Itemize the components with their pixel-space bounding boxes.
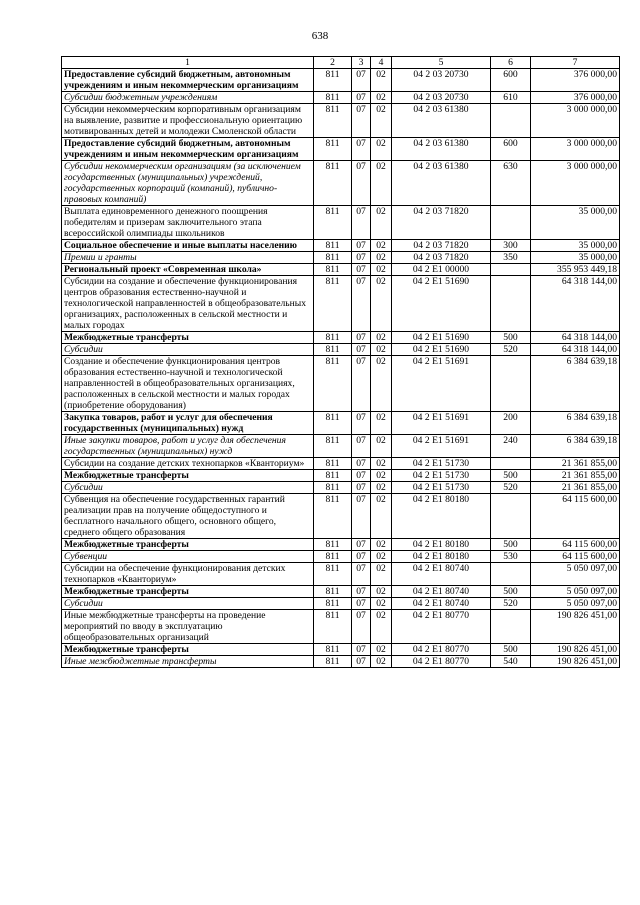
row-expense-type: 610 <box>491 92 531 104</box>
row-name: Межбюджетные трансферты <box>62 644 314 656</box>
row-amount: 190 826 451,00 <box>531 656 620 668</box>
row-expense-type <box>491 494 531 539</box>
row-expense-type: 500 <box>491 539 531 551</box>
row-expense-type <box>491 356 531 412</box>
row-section: 07 <box>352 586 371 598</box>
row-amount: 3 000 000,00 <box>531 104 620 138</box>
row-admin-code: 811 <box>314 92 352 104</box>
row-subsection: 02 <box>371 92 392 104</box>
row-name: Предоставление субсидий бюджетным, автономным учреждениям и иным некоммерческим организациям <box>62 138 314 161</box>
row-subsection: 02 <box>371 104 392 138</box>
row-admin-code: 811 <box>314 435 352 458</box>
row-subsection: 02 <box>371 539 392 551</box>
row-name: Межбюджетные трансферты <box>62 470 314 482</box>
row-expense-type <box>491 264 531 276</box>
row-section: 07 <box>352 264 371 276</box>
row-name: Субсидии на создание детских технопарков «Кванториум» <box>62 458 314 470</box>
table-row <box>62 482 620 494</box>
row-target-article: 04 2 E1 80770 <box>392 610 491 644</box>
row-section: 07 <box>352 240 371 252</box>
row-expense-type: 520 <box>491 598 531 610</box>
row-expense-type: 600 <box>491 138 531 161</box>
row-expense-type: 630 <box>491 161 531 206</box>
row-admin-code: 811 <box>314 332 352 344</box>
row-name: Выплата единовременного денежного поощрения победителям и призерам заключительного этапа всероссийской олимпиады школьников <box>62 206 314 240</box>
row-admin-code: 811 <box>314 240 352 252</box>
row-target-article: 04 2 03 71820 <box>392 206 491 240</box>
row-section: 07 <box>352 252 371 264</box>
table-row <box>62 344 620 356</box>
row-subsection: 02 <box>371 412 392 435</box>
table-row <box>62 458 620 470</box>
row-target-article: 04 2 E1 51730 <box>392 482 491 494</box>
row-expense-type: 350 <box>491 252 531 264</box>
table-row <box>62 356 620 412</box>
row-subsection: 02 <box>371 458 392 470</box>
row-admin-code: 811 <box>314 644 352 656</box>
column-header: 6 <box>491 57 531 69</box>
row-section: 07 <box>352 206 371 240</box>
row-section: 07 <box>352 344 371 356</box>
row-expense-type: 500 <box>491 644 531 656</box>
budget-table <box>61 56 620 668</box>
row-section: 07 <box>352 551 371 563</box>
row-subsection: 02 <box>371 586 392 598</box>
row-name: Иные межбюджетные трансферты <box>62 656 314 668</box>
row-expense-type: 500 <box>491 470 531 482</box>
row-subsection: 02 <box>371 610 392 644</box>
row-admin-code: 811 <box>314 356 352 412</box>
row-expense-type: 240 <box>491 435 531 458</box>
row-expense-type: 300 <box>491 240 531 252</box>
row-admin-code: 811 <box>314 344 352 356</box>
row-target-article: 04 2 E1 51691 <box>392 356 491 412</box>
row-amount: 190 826 451,00 <box>531 610 620 644</box>
column-header: 7 <box>531 57 620 69</box>
row-admin-code: 811 <box>314 598 352 610</box>
row-admin-code: 811 <box>314 276 352 332</box>
row-amount: 64 318 144,00 <box>531 344 620 356</box>
table-row <box>62 656 620 668</box>
row-target-article: 04 2 E1 80180 <box>392 494 491 539</box>
row-name: Субсидии некоммерческим организациям (за исключением государственных (муниципальных) учреждений, государственных корпораций (компаний), публично-правовых компаний) <box>62 161 314 206</box>
row-amount: 64 115 600,00 <box>531 494 620 539</box>
row-name: Премии и гранты <box>62 252 314 264</box>
row-admin-code: 811 <box>314 656 352 668</box>
row-target-article: 04 2 03 71820 <box>392 240 491 252</box>
row-amount: 35 000,00 <box>531 240 620 252</box>
table-row <box>62 252 620 264</box>
row-expense-type: 200 <box>491 412 531 435</box>
table-row <box>62 598 620 610</box>
row-section: 07 <box>352 656 371 668</box>
row-section: 07 <box>352 610 371 644</box>
row-admin-code: 811 <box>314 586 352 598</box>
row-admin-code: 811 <box>314 482 352 494</box>
row-admin-code: 811 <box>314 104 352 138</box>
row-admin-code: 811 <box>314 206 352 240</box>
row-admin-code: 811 <box>314 458 352 470</box>
row-target-article: 04 2 03 71820 <box>392 252 491 264</box>
row-section: 07 <box>352 563 371 586</box>
row-section: 07 <box>352 482 371 494</box>
row-section: 07 <box>352 494 371 539</box>
row-amount: 376 000,00 <box>531 92 620 104</box>
row-name: Субсидии на создание и обеспечение функционирования центров образования естественно-научной и технологической направленностей в общеобразовательных организациях, расположенных в сельской местности и малых городах <box>62 276 314 332</box>
table-row <box>62 412 620 435</box>
row-expense-type: 520 <box>491 482 531 494</box>
row-target-article: 04 2 E1 80770 <box>392 656 491 668</box>
row-subsection: 02 <box>371 356 392 412</box>
row-amount: 21 361 855,00 <box>531 458 620 470</box>
table-row <box>62 435 620 458</box>
table-row <box>62 494 620 539</box>
row-expense-type <box>491 104 531 138</box>
row-section: 07 <box>352 539 371 551</box>
row-target-article: 04 2 E1 51690 <box>392 344 491 356</box>
row-target-article: 04 2 03 61380 <box>392 138 491 161</box>
row-subsection: 02 <box>371 69 392 92</box>
row-subsection: 02 <box>371 276 392 332</box>
row-section: 07 <box>352 332 371 344</box>
table-row <box>62 276 620 332</box>
row-expense-type <box>491 610 531 644</box>
row-subsection: 02 <box>371 240 392 252</box>
row-subsection: 02 <box>371 656 392 668</box>
table-row <box>62 470 620 482</box>
table-row <box>62 332 620 344</box>
row-amount: 190 826 451,00 <box>531 644 620 656</box>
row-subsection: 02 <box>371 644 392 656</box>
column-header: 3 <box>352 57 371 69</box>
row-amount: 5 050 097,00 <box>531 563 620 586</box>
row-amount: 21 361 855,00 <box>531 482 620 494</box>
row-section: 07 <box>352 644 371 656</box>
row-expense-type <box>491 563 531 586</box>
row-target-article: 04 2 E1 80740 <box>392 598 491 610</box>
row-amount: 64 115 600,00 <box>531 539 620 551</box>
row-section: 07 <box>352 69 371 92</box>
row-subsection: 02 <box>371 470 392 482</box>
row-name: Субвенция на обеспечение государственных гарантий реализации прав на получение общедоступного и бесплатного начального общего, основного общего, среднего общего образования <box>62 494 314 539</box>
column-header: 5 <box>392 57 491 69</box>
row-section: 07 <box>352 435 371 458</box>
row-expense-type: 600 <box>491 69 531 92</box>
table-row <box>62 586 620 598</box>
row-name: Субсидии <box>62 482 314 494</box>
row-expense-type <box>491 276 531 332</box>
row-target-article: 04 2 E1 51730 <box>392 470 491 482</box>
row-amount: 6 384 639,18 <box>531 356 620 412</box>
table-row <box>62 539 620 551</box>
row-admin-code: 811 <box>314 539 352 551</box>
page-number: 638 <box>311 30 329 42</box>
row-name: Субсидии <box>62 344 314 356</box>
table-row <box>62 644 620 656</box>
row-section: 07 <box>352 92 371 104</box>
table-row <box>62 563 620 586</box>
table-row <box>62 240 620 252</box>
row-subsection: 02 <box>371 344 392 356</box>
row-name: Субвенции <box>62 551 314 563</box>
table-row <box>62 610 620 644</box>
row-section: 07 <box>352 458 371 470</box>
row-name: Субсидии на обеспечение функционирования детских технопарков «Кванториум» <box>62 563 314 586</box>
row-admin-code: 811 <box>314 412 352 435</box>
row-target-article: 04 2 E1 80180 <box>392 539 491 551</box>
row-target-article: 04 2 03 61380 <box>392 161 491 206</box>
table-row <box>62 92 620 104</box>
row-admin-code: 811 <box>314 551 352 563</box>
table-row <box>62 104 620 138</box>
table-row <box>62 161 620 206</box>
row-amount: 355 953 449,18 <box>531 264 620 276</box>
row-target-article: 04 2 E1 51690 <box>392 332 491 344</box>
row-name: Межбюджетные трансферты <box>62 586 314 598</box>
row-target-article: 04 2 E1 51691 <box>392 435 491 458</box>
row-expense-type: 500 <box>491 586 531 598</box>
header-row <box>62 57 620 69</box>
row-subsection: 02 <box>371 264 392 276</box>
row-admin-code: 811 <box>314 252 352 264</box>
row-subsection: 02 <box>371 598 392 610</box>
column-header: 4 <box>371 57 392 69</box>
row-expense-type: 540 <box>491 656 531 668</box>
row-target-article: 04 2 03 61380 <box>392 104 491 138</box>
row-section: 07 <box>352 598 371 610</box>
row-name: Межбюджетные трансферты <box>62 332 314 344</box>
row-section: 07 <box>352 356 371 412</box>
row-amount: 21 361 855,00 <box>531 470 620 482</box>
row-admin-code: 811 <box>314 161 352 206</box>
row-subsection: 02 <box>371 494 392 539</box>
row-target-article: 04 2 E1 80180 <box>392 551 491 563</box>
column-header: 2 <box>314 57 352 69</box>
row-admin-code: 811 <box>314 138 352 161</box>
row-admin-code: 811 <box>314 470 352 482</box>
row-target-article: 04 2 03 20730 <box>392 69 491 92</box>
row-amount: 64 318 144,00 <box>531 276 620 332</box>
row-subsection: 02 <box>371 206 392 240</box>
row-section: 07 <box>352 276 371 332</box>
row-name: Иные межбюджетные трансферты на проведение мероприятий по вводу в эксплуатацию общеобразовательных организаций <box>62 610 314 644</box>
row-amount: 6 384 639,18 <box>531 435 620 458</box>
row-name: Межбюджетные трансферты <box>62 539 314 551</box>
row-subsection: 02 <box>371 252 392 264</box>
row-admin-code: 811 <box>314 494 352 539</box>
row-amount: 5 050 097,00 <box>531 598 620 610</box>
row-subsection: 02 <box>371 138 392 161</box>
row-amount: 64 115 600,00 <box>531 551 620 563</box>
row-section: 07 <box>352 161 371 206</box>
row-amount: 64 318 144,00 <box>531 332 620 344</box>
row-name: Субсидии некоммерческим корпоративным организациям на выявление, развитие и профессиональную ориентацию мотивированных детей и молодежи Смоленской области <box>62 104 314 138</box>
row-name: Субсидии бюджетным учреждениям <box>62 92 314 104</box>
row-subsection: 02 <box>371 563 392 586</box>
row-admin-code: 811 <box>314 69 352 92</box>
row-amount: 35 000,00 <box>531 206 620 240</box>
row-target-article: 04 2 E1 80740 <box>392 563 491 586</box>
row-amount: 5 050 097,00 <box>531 586 620 598</box>
row-amount: 6 384 639,18 <box>531 412 620 435</box>
row-amount: 35 000,00 <box>531 252 620 264</box>
row-admin-code: 811 <box>314 264 352 276</box>
table-row <box>62 551 620 563</box>
row-target-article: 04 2 E1 51730 <box>392 458 491 470</box>
row-target-article: 04 2 E1 80770 <box>392 644 491 656</box>
table-row <box>62 206 620 240</box>
table-row <box>62 69 620 92</box>
row-target-article: 04 2 03 20730 <box>392 92 491 104</box>
table-row <box>62 138 620 161</box>
row-section: 07 <box>352 470 371 482</box>
row-amount: 3 000 000,00 <box>531 161 620 206</box>
row-target-article: 04 2 E1 51690 <box>392 276 491 332</box>
row-target-article: 04 2 E1 00000 <box>392 264 491 276</box>
row-amount: 376 000,00 <box>531 69 620 92</box>
row-expense-type: 530 <box>491 551 531 563</box>
row-name: Создание и обеспечение функционирования центров образования естественно-научной и технологической направленностей в общеобразовательных организациях, расположенных в сельской местности и малых городах (приобретение оборудования) <box>62 356 314 412</box>
row-subsection: 02 <box>371 435 392 458</box>
row-subsection: 02 <box>371 161 392 206</box>
row-subsection: 02 <box>371 482 392 494</box>
row-subsection: 02 <box>371 332 392 344</box>
row-name: Закупка товаров, работ и услуг для обеспечения государственных (муниципальных) нужд <box>62 412 314 435</box>
row-name: Иные закупки товаров, работ и услуг для обеспечения государственных (муниципальных) нужд <box>62 435 314 458</box>
row-expense-type <box>491 206 531 240</box>
row-section: 07 <box>352 412 371 435</box>
row-name: Субсидии <box>62 598 314 610</box>
row-expense-type: 520 <box>491 344 531 356</box>
row-target-article: 04 2 E1 51691 <box>392 412 491 435</box>
row-name: Социальное обеспечение и иные выплаты населению <box>62 240 314 252</box>
row-section: 07 <box>352 104 371 138</box>
row-target-article: 04 2 E1 80740 <box>392 586 491 598</box>
row-admin-code: 811 <box>314 563 352 586</box>
row-admin-code: 811 <box>314 610 352 644</box>
table-row <box>62 264 620 276</box>
row-expense-type: 500 <box>491 332 531 344</box>
row-amount: 3 000 000,00 <box>531 138 620 161</box>
row-name: Предоставление субсидий бюджетным, автономным учреждениям и иным некоммерческим организациям <box>62 69 314 92</box>
column-header: 1 <box>62 57 314 69</box>
row-name: Региональный проект «Современная школа» <box>62 264 314 276</box>
row-subsection: 02 <box>371 551 392 563</box>
row-expense-type <box>491 458 531 470</box>
row-section: 07 <box>352 138 371 161</box>
